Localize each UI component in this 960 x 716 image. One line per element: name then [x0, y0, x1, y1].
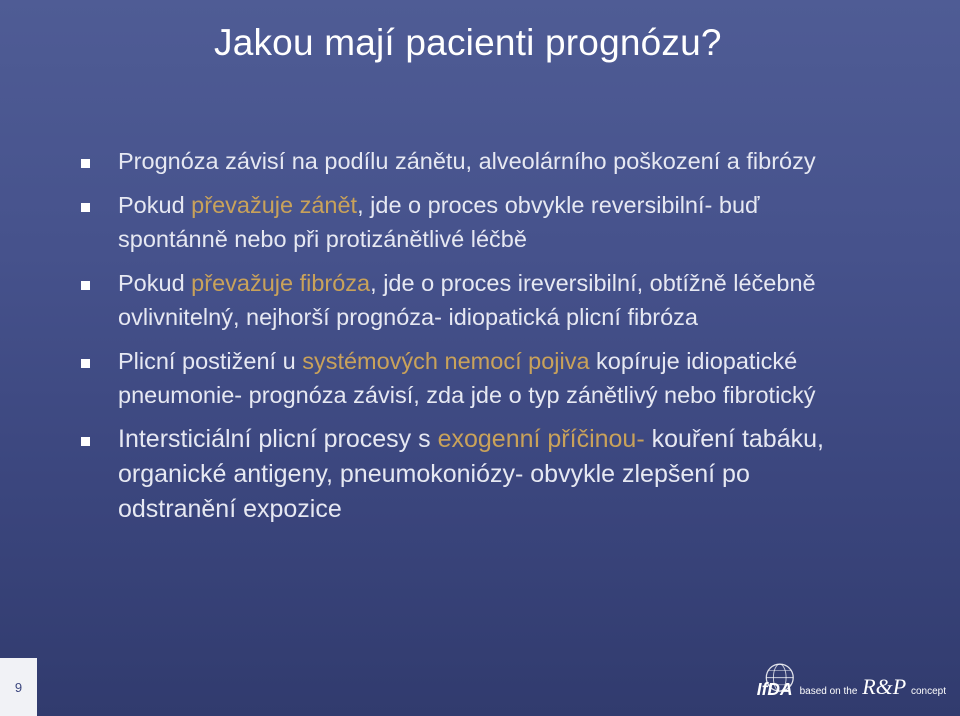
bullet-text — [118, 192, 759, 253]
bullet-text-segment: Plicní postižení u — [118, 347, 303, 374]
bullet-item — [80, 344, 870, 413]
bullet-text-segment: Pokud — [118, 269, 192, 296]
highlighted-term: převažuje zánět — [191, 191, 358, 218]
bullet-item — [80, 188, 870, 257]
bullet-square-icon — [81, 159, 90, 168]
highlighted-term: převažuje fibróza — [191, 269, 371, 296]
bullet-text-segment: kopíruje idiopatické pneumonie- prognóza závisí, zda jde o typ zánětlivý nebo fibrotický — [118, 347, 816, 408]
logo-name: IfDA — [756, 679, 793, 700]
bullet-item — [80, 144, 870, 179]
bullet-list — [80, 144, 870, 527]
bullet-text — [118, 348, 816, 409]
bullet-text — [118, 148, 816, 174]
bullet-item — [80, 422, 870, 527]
bullet-item — [80, 266, 870, 335]
slide-title: Jakou mají pacienti prognózu? — [214, 22, 722, 63]
ifda-globe-icon — [756, 657, 796, 703]
highlighted-term: systémových nemocí pojiva — [302, 347, 590, 374]
bullet-text — [118, 270, 816, 331]
bullet-text — [118, 425, 824, 523]
logo-tagline-after: concept — [910, 686, 946, 697]
bullet-square-icon — [81, 281, 90, 290]
logo-rp-mark: R&P — [862, 674, 907, 699]
bullet-text-segment: Prognóza závisí na podílu zánětu, alveolárního poškození a fibrózy — [118, 148, 816, 174]
bullet-square-icon — [81, 437, 90, 446]
bullet-text-segment: Pokud — [118, 191, 192, 218]
bullet-square-icon — [81, 359, 90, 368]
bullet-text-segment: Intersticiální plicní procesy s — [118, 424, 438, 453]
logo-tagline-before: based on the — [799, 686, 858, 697]
bullet-text-segment: , jde o proces obvykle reversibilní- buď spontánně nebo při protizánětlivé léčbě — [118, 191, 760, 252]
page-number: 9 — [0, 658, 37, 716]
ifda-logo — [756, 656, 946, 704]
bullet-text-segment: , jde o proces ireversibilní, obtížně léčebně ovlivnitelný, nejhorší prognóza- idiopatická plicní fibróza — [118, 269, 816, 330]
highlighted-term: exogenní příčinou- — [437, 424, 645, 453]
bullet-square-icon — [81, 203, 90, 212]
bullet-text-segment: kouření tabáku, organické antigeny, pneumokoniózy- obvykle zlepšení po odstranění expozice — [118, 424, 824, 523]
logo-tagline — [800, 674, 946, 700]
